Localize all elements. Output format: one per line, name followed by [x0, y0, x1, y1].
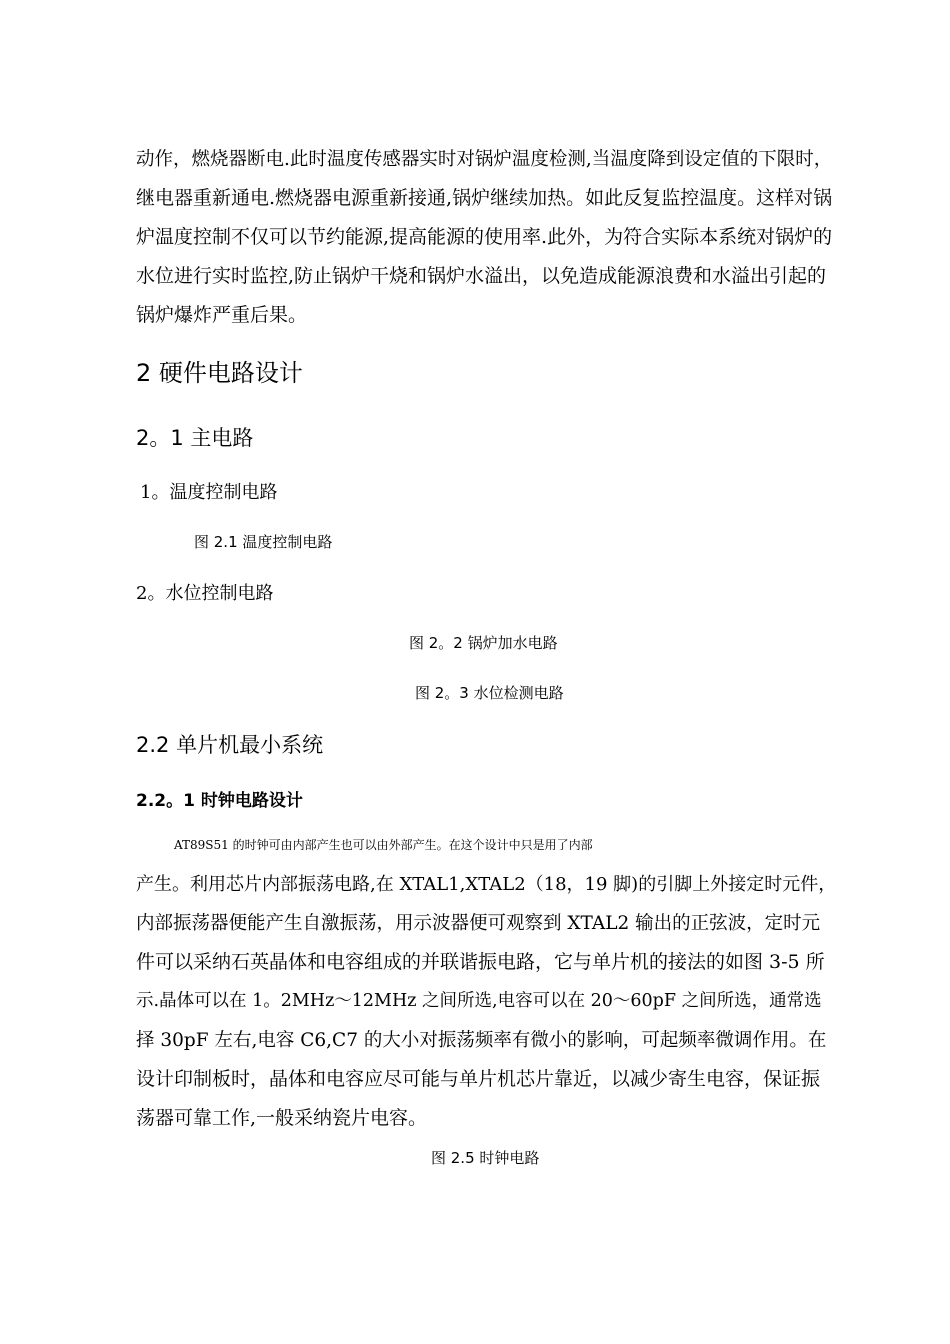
temperature-control-item: 1。温度控制电路 [140, 482, 278, 503]
paragraph-line: 示.晶体可以在 1。2MHz～12MHz 之间所选,电容可以在 20～60pF 之间所选，通常选 [136, 991, 822, 1011]
figure-2-2-caption: 图 2。2 锅炉加水电路 [409, 634, 558, 652]
paragraph-line: 炉温度控制不仅可以节约能源,提高能源的使用率.此外，为符合实际本系统对锅炉的 [136, 226, 833, 248]
figure-2-3-caption: 图 2。3 水位检测电路 [415, 684, 564, 702]
paragraph-line: 继电器重新通电.燃烧器电源重新接通,锅炉继续加热。如此反复监控温度。这样对锅 [136, 187, 833, 209]
paragraph-line: 产生。利用芯片内部振荡电路,在 XTAL1,XTAL2（18，19 脚)的引脚上外接定时元件， [136, 874, 837, 895]
paragraph-line: 件可以采纳石英晶体和电容组成的并联谐振电路，它与单片机的接法的如图 3-5 所 [136, 951, 825, 973]
paragraph-line: AT89S51 的时钟可由内部产生也可以由外部产生。在这个设计中只是用了内部 [174, 838, 593, 852]
figure-2-5-caption: 图 2.5 时钟电路 [431, 1149, 540, 1167]
section-2-2-heading: 2.2 单片机最小系统 [136, 733, 324, 757]
section-2-heading: 2 硬件电路设计 [136, 359, 303, 387]
paragraph-line: 水位进行实时监控,防止锅炉干烧和锅炉水溢出，以免造成能源浪费和水溢出引起的 [136, 265, 827, 287]
paragraph-line: 动作，燃烧器断电.此时温度传感器实时对锅炉温度检测,当温度降到设定值的下限时， [136, 149, 833, 170]
figure-2-1-caption: 图 2.1 温度控制电路 [194, 533, 333, 551]
paragraph-line: 设计印制板时，晶体和电容应尽可能与单片机芯片靠近，以减少寄生电容，保证振 [136, 1068, 821, 1090]
intro-paragraph [136, 140, 836, 335]
paragraph-line: 锅炉爆炸严重后果。 [136, 304, 308, 326]
paragraph-line: 荡器可靠工作,一般采纳瓷片电容。 [136, 1107, 428, 1129]
clock-circuit-paragraph [136, 826, 836, 1138]
paragraph-line: 内部振荡器便能产生自激振荡，用示波器便可观察到 XTAL2 输出的正弦波，定时元 [136, 913, 821, 934]
paragraph-line: 择 30pF 左右,电容 C6,C7 的大小对振荡频率有微小的影响，可起频率微调作用。在 [136, 1030, 827, 1051]
water-level-control-item: 2。水位控制电路 [136, 583, 274, 604]
section-2-1-heading: 2。1 主电路 [136, 426, 254, 450]
section-2-2-1-heading: 2.2。1 时钟电路设计 [136, 791, 303, 811]
